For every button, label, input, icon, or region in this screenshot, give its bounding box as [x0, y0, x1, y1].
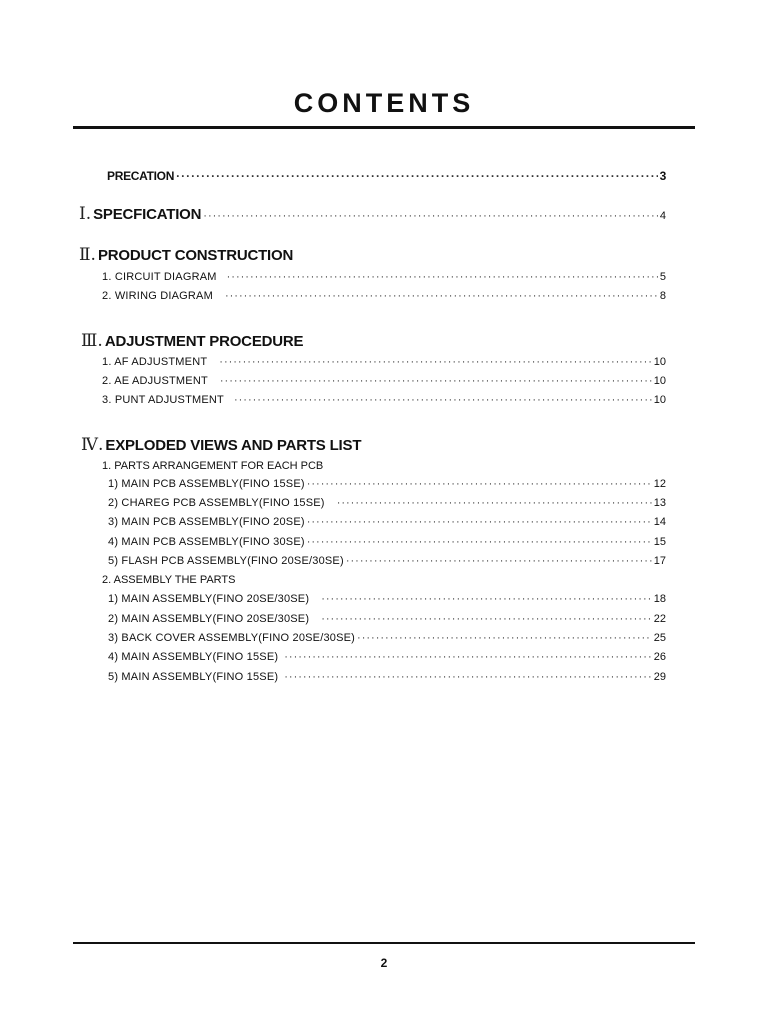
toc-entry-label: 3) BACK COVER ASSEMBLY(FINO 20SE/30SE) [108, 632, 356, 644]
toc-entry [108, 633, 666, 644]
section-title: PRODUCT CONSTRUCTION [97, 247, 294, 264]
roman-numeral: Ⅲ. [81, 331, 103, 351]
dot-leader [307, 517, 652, 528]
toc-entry [108, 614, 666, 625]
toc-entry-label: PRECATION [107, 169, 175, 183]
toc-entry [102, 357, 666, 368]
toc-entry [108, 537, 666, 548]
dot-leader [357, 633, 652, 644]
toc-entry-page: 22 [653, 613, 666, 625]
roman-numeral: Ⅱ. [79, 245, 96, 265]
page-title: CONTENTS [293, 88, 475, 118]
toc-entry-label: 3. PUNT ADJUSTMENT [102, 394, 224, 406]
toc-entry-label: 4) MAIN ASSEMBLY(FINO 15SE) [108, 651, 279, 663]
dot-leader [176, 170, 658, 182]
dot-leader [337, 498, 652, 509]
section-title: SPECFICATION [93, 206, 202, 223]
toc-entry-page: 12 [653, 478, 666, 490]
toc-entry [102, 272, 666, 283]
dot-leader [284, 672, 652, 683]
toc-entry [108, 594, 666, 605]
toc-entry [108, 672, 666, 683]
toc-entry-page: 13 [653, 497, 666, 509]
toc-entry-page: 10 [653, 375, 666, 387]
title-divider [73, 126, 695, 129]
toc-entry-page: 4 [659, 210, 666, 222]
section-1-heading [79, 206, 666, 223]
toc-entry-label: 2) MAIN ASSEMBLY(FINO 20SE/30SE) [108, 613, 310, 625]
dot-leader [220, 376, 652, 387]
toc-entry-page: 15 [653, 536, 666, 548]
toc-entry-page: 14 [653, 516, 666, 528]
toc-entry-label: 1. AF ADJUSTMENT [102, 356, 208, 368]
toc-entry [102, 291, 666, 302]
dot-leader [203, 211, 658, 222]
roman-numeral: Ⅳ. [81, 435, 104, 455]
dot-leader [346, 556, 652, 567]
toc-entry-page: 29 [653, 671, 666, 683]
dot-leader [227, 272, 658, 283]
toc-entry-page: 25 [653, 632, 666, 644]
dot-leader [225, 291, 658, 302]
toc-entry-page: 10 [653, 356, 666, 368]
toc-entry-label: 4) MAIN PCB ASSEMBLY(FINO 30SE) [108, 536, 305, 548]
toc-entry-page: 3 [659, 169, 666, 183]
toc-entry [108, 498, 666, 509]
dot-leader [307, 479, 652, 490]
toc-entry-page: 10 [653, 394, 666, 406]
toc-entry-label: 5) MAIN ASSEMBLY(FINO 15SE) [108, 671, 279, 683]
roman-numeral: Ⅰ. [79, 204, 92, 224]
subsection-heading: 2. ASSEMBLY THE PARTS [102, 574, 236, 586]
toc-entry-page: 18 [653, 593, 666, 605]
dot-leader [234, 395, 652, 406]
toc-entry-label: 2) CHAREG PCB ASSEMBLY(FINO 15SE) [108, 497, 325, 509]
toc-entry-label: 5) FLASH PCB ASSEMBLY(FINO 20SE/30SE) [108, 555, 344, 567]
toc-entry-label: 2. WIRING DIAGRAM [102, 290, 213, 302]
dot-leader [307, 537, 652, 548]
toc-entry [108, 652, 666, 663]
toc-entry-label: 3) MAIN PCB ASSEMBLY(FINO 20SE) [108, 516, 305, 528]
toc-entry-label: 1) MAIN PCB ASSEMBLY(FINO 15SE) [108, 478, 305, 490]
section-4-heading [81, 437, 361, 454]
section-title: EXPLODED VIEWS AND PARTS LIST [105, 437, 362, 454]
toc-entry-page: 5 [659, 271, 666, 283]
toc-entry-label: 1) MAIN ASSEMBLY(FINO 20SE/30SE) [108, 593, 310, 605]
toc-entry-precation [107, 170, 666, 182]
toc-entry [108, 517, 666, 528]
toc-entry [108, 479, 666, 490]
toc-entry-page: 8 [659, 290, 666, 302]
subsection-heading: 1. PARTS ARRANGEMENT FOR EACH PCB [102, 460, 324, 472]
toc-entry-label: 1. CIRCUIT DIAGRAM [102, 271, 217, 283]
footer-divider [73, 942, 695, 944]
toc-entry [102, 395, 666, 406]
dot-leader [321, 594, 652, 605]
dot-leader [321, 614, 652, 625]
section-title: ADJUSTMENT PROCEDURE [104, 333, 304, 350]
toc-entry-label: 2. AE ADJUSTMENT [102, 375, 208, 387]
section-2-heading [79, 247, 293, 264]
page-number: 2 [380, 956, 388, 970]
toc-entry [102, 376, 666, 387]
toc-entry-page: 17 [653, 555, 666, 567]
dot-leader [219, 357, 651, 368]
toc-entry-page: 26 [653, 651, 666, 663]
dot-leader [284, 652, 652, 663]
section-3-heading [81, 333, 303, 350]
toc-entry [108, 556, 666, 567]
